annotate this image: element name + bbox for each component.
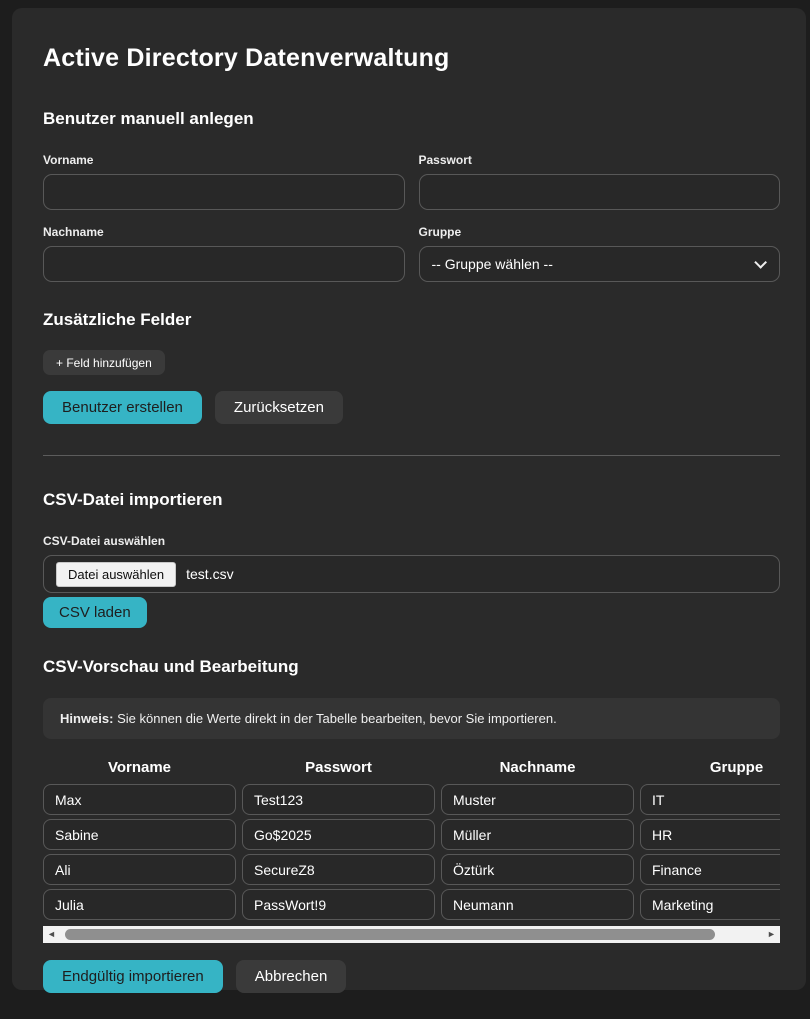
column-header-vorname: Vorname (107, 759, 172, 776)
gruppe-select[interactable] (419, 246, 781, 282)
vorname-field (43, 153, 405, 210)
cell-input[interactable] (640, 784, 780, 815)
add-field-button[interactable]: + Feld hinzufügen (43, 350, 165, 375)
vorname-label: Vorname (43, 153, 94, 167)
vorname-input[interactable] (43, 174, 405, 210)
page-title: Active Directory Datenverwaltung (43, 44, 450, 72)
chevron-down-icon (754, 256, 767, 269)
cell-input[interactable] (640, 889, 780, 920)
section-divider (43, 455, 780, 456)
cell-input[interactable] (441, 854, 634, 885)
table-inner (43, 759, 780, 920)
column-header-nachname: Nachname (499, 759, 576, 776)
csv-file-label: CSV-Datei auswählen (43, 534, 166, 548)
cell-input[interactable] (242, 854, 435, 885)
nachname-label: Nachname (43, 225, 104, 239)
cell-input[interactable] (242, 784, 435, 815)
scroll-left-arrow-icon[interactable]: ◄ (47, 929, 56, 939)
extra-fields-heading: Zusätzliche Felder (43, 310, 192, 329)
horizontal-scrollbar[interactable] (43, 926, 780, 943)
table-header-row (43, 759, 780, 776)
csv-load-row (43, 597, 780, 628)
manual-section-heading: Benutzer manuell anlegen (43, 109, 254, 128)
cell-input[interactable] (43, 784, 236, 815)
passwort-label: Passwort (418, 153, 472, 167)
manual-action-row (43, 391, 780, 424)
cell-input[interactable] (441, 784, 634, 815)
cell-input[interactable] (441, 889, 634, 920)
column-header-gruppe: Gruppe (709, 759, 764, 776)
cell-input[interactable] (441, 819, 634, 850)
csv-import-heading: CSV-Datei importieren (43, 490, 223, 509)
nachname-field (43, 225, 405, 282)
passwort-field (419, 153, 781, 210)
csv-file-input[interactable] (43, 555, 780, 593)
file-choose-button[interactable]: Datei auswählen (56, 562, 176, 587)
selected-file-name: test.csv (186, 566, 234, 582)
csv-preview-table (43, 759, 780, 924)
column-header-passwort: Passwort (305, 759, 372, 776)
table-row (43, 854, 780, 885)
cell-input[interactable] (242, 819, 435, 850)
gruppe-field (419, 225, 781, 282)
manual-user-form (43, 153, 780, 282)
cell-input[interactable] (640, 819, 780, 850)
gruppe-label: Gruppe (418, 225, 462, 239)
table-row (43, 889, 780, 920)
reset-button[interactable]: Zurücksetzen (215, 391, 343, 424)
gruppe-select-value: -- Gruppe wählen -- (431, 256, 553, 272)
passwort-input[interactable] (419, 174, 781, 210)
final-import-button[interactable]: Endgültig importieren (43, 960, 223, 993)
cell-input[interactable] (640, 854, 780, 885)
nachname-input[interactable] (43, 246, 405, 282)
csv-file-field (43, 534, 780, 593)
preview-heading: CSV-Vorschau und Bearbeitung (43, 657, 299, 676)
hint-text: Sie können die Werte direkt in der Tabelle bearbeiten, bevor Sie importieren. (113, 711, 557, 726)
csv-load-button[interactable]: CSV laden (43, 597, 147, 628)
cell-input[interactable] (43, 819, 236, 850)
create-user-button[interactable]: Benutzer erstellen (43, 391, 202, 424)
main-card (12, 8, 806, 990)
cell-input[interactable] (242, 889, 435, 920)
scroll-right-arrow-icon[interactable]: ► (767, 929, 776, 939)
cell-input[interactable] (43, 889, 236, 920)
cell-input[interactable] (43, 854, 236, 885)
scrollbar-thumb[interactable] (65, 929, 715, 940)
cancel-button[interactable]: Abbrechen (236, 960, 347, 993)
hint-label: Hinweis: (60, 711, 114, 726)
hint-box (43, 698, 780, 739)
table-row (43, 784, 780, 815)
add-field-row (43, 350, 780, 375)
import-action-row (43, 960, 780, 993)
table-row (43, 819, 780, 850)
